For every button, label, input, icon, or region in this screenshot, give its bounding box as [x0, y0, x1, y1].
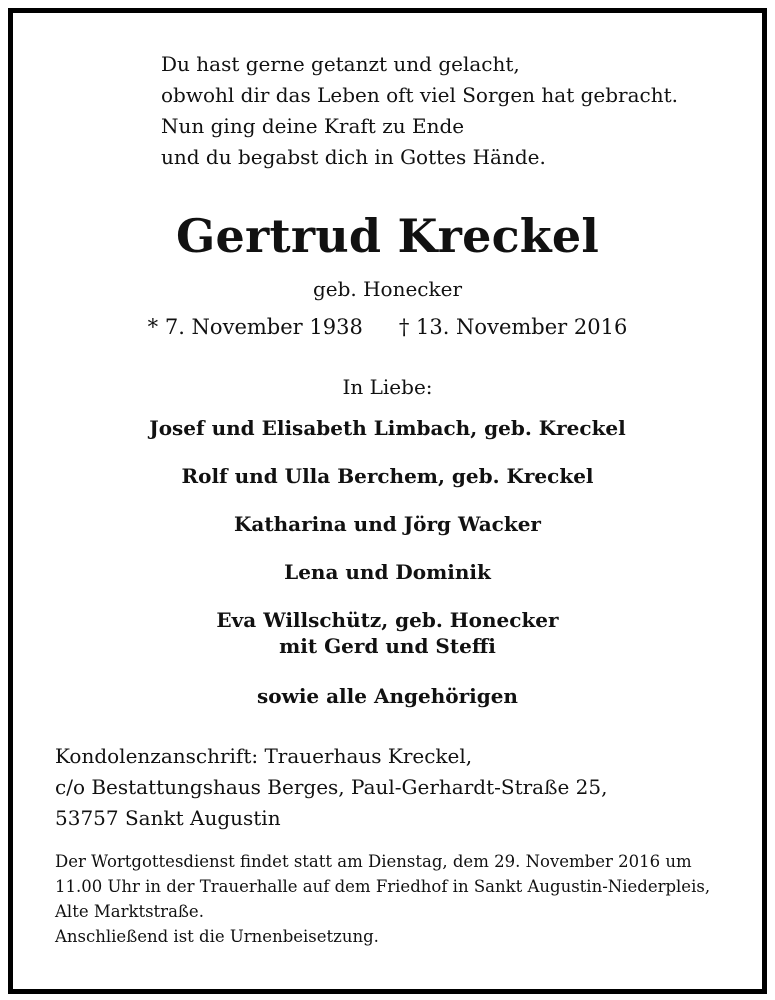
address-line: 53757 Sankt Augustin [55, 806, 281, 830]
poem-line: obwohl dir das Leben oft viel Sorgen hat gebracht. [161, 83, 679, 107]
death-date: † 13. November 2016 [398, 315, 628, 339]
condolence-address [55, 741, 607, 834]
mourner-entry: Josef und Elisabeth Limbach, geb. Kreckel [149, 416, 626, 440]
maiden-name: geb. Honecker [312, 277, 463, 301]
address-line: c/o Bestattungshaus Berges, Paul-Gerhardt-Straße 25, [55, 775, 608, 799]
poem-line: Nun ging deine Kraft zu Ende [161, 114, 465, 138]
service-line: Alte Marktstraße. [55, 902, 204, 921]
poem [161, 49, 678, 173]
address-line: Kondolenzanschrift: Trauerhaus Kreckel, [55, 744, 473, 768]
service-line: Anschließend ist die Urnenbeisetzung. [55, 927, 379, 946]
mourners-intro: In Liebe: [342, 375, 433, 399]
obituary-notice [8, 8, 767, 994]
birth-date: * 7. November 1938 [147, 315, 363, 339]
mourner-entry: Rolf und Ulla Berchem, geb. Kreckel [181, 464, 594, 488]
mourner-entry: Katharina und Jörg Wacker [234, 512, 541, 536]
poem-line: Du hast gerne getanzt und gelacht, [161, 52, 520, 76]
deceased-name: Gertrud Kreckel [176, 209, 599, 263]
service-line: Der Wortgottesdienst findet statt am Dienstag, dem 29. November 2016 um [55, 852, 692, 871]
mourner-entry: Lena und Dominik [284, 560, 491, 584]
mourner-entry: Eva Willschütz, geb. Honecker [216, 608, 559, 632]
mourner-entry: mit Gerd und Steffi [279, 634, 496, 658]
service-info [55, 849, 710, 949]
poem-line: und du begabst dich in Gottes Hände. [161, 145, 546, 169]
service-line: 11.00 Uhr in der Trauerhalle auf dem Friedhof in Sankt Augustin-Niederpleis, [55, 877, 711, 896]
life-dates [13, 315, 762, 339]
mourner-entry: sowie alle Angehörigen [257, 684, 518, 708]
